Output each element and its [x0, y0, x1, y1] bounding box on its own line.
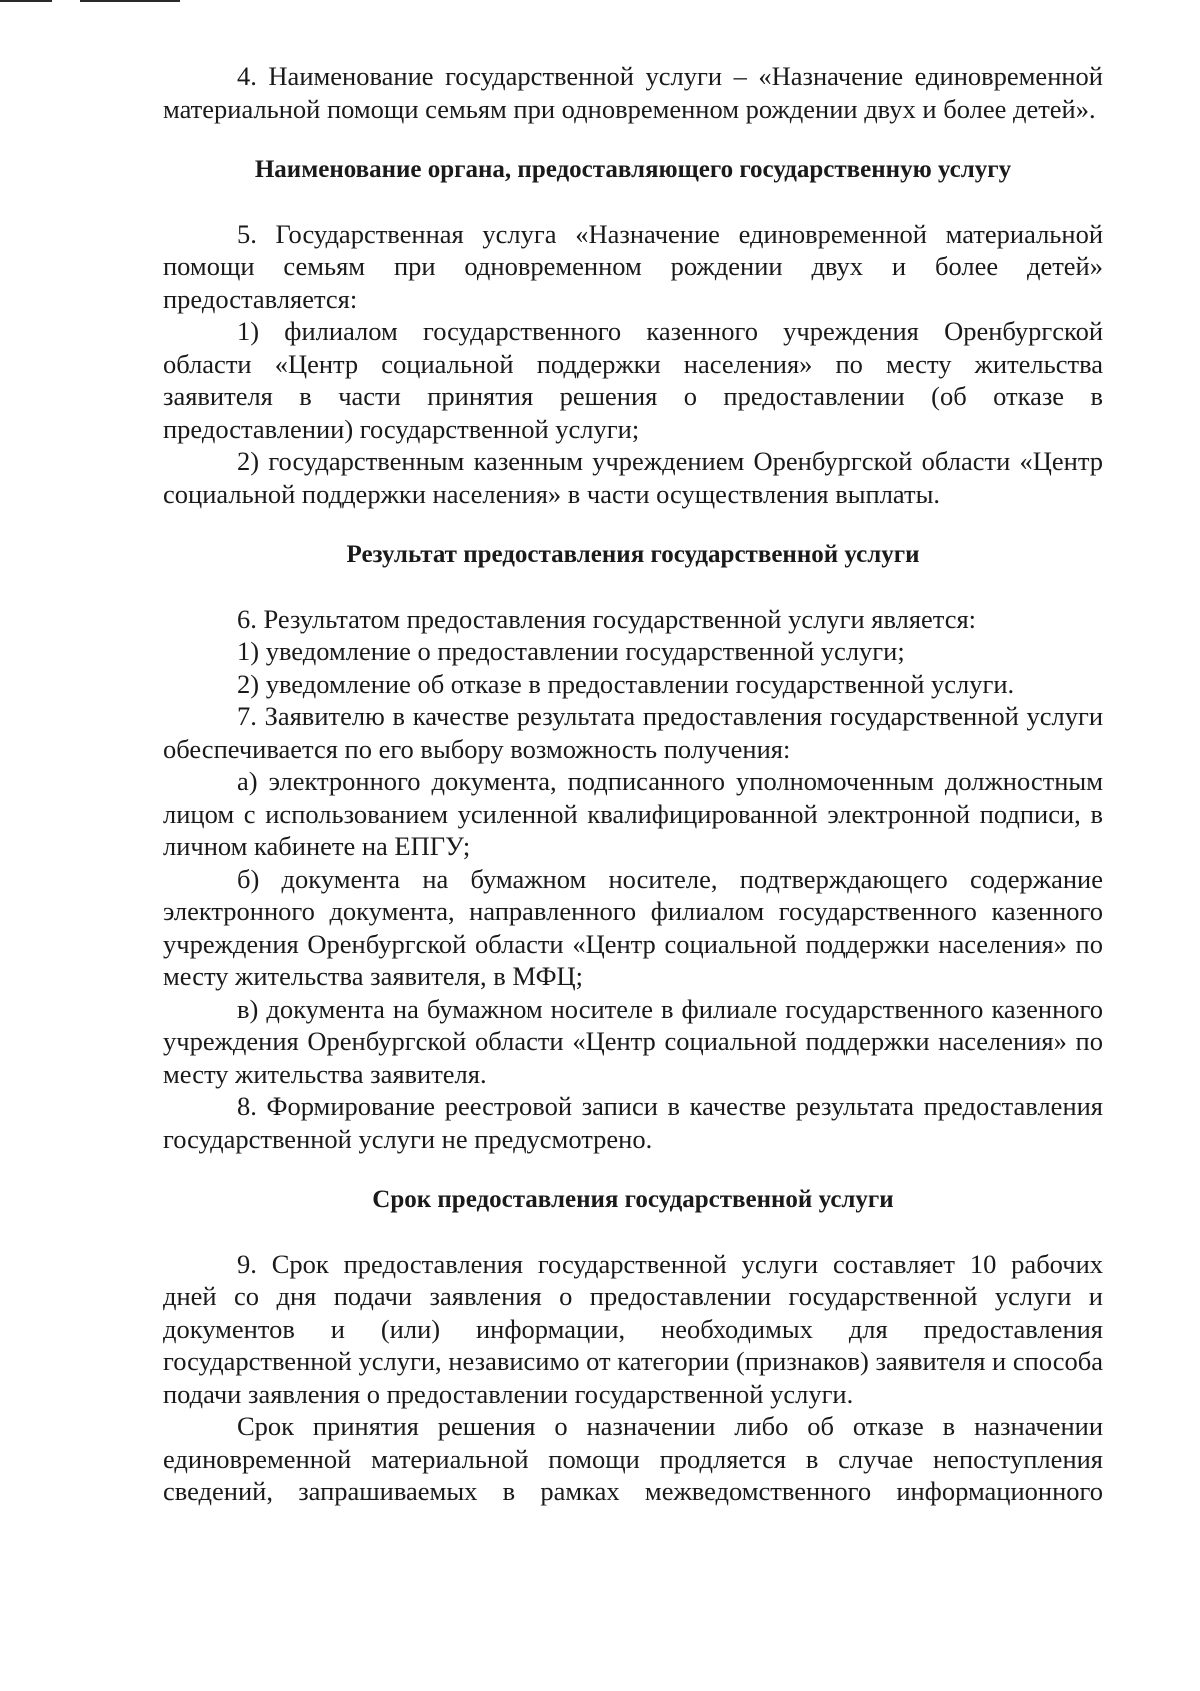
paragraph-item-5: 5. Государственная услуга «Назначение единовременной материальной помощи семьям при одновременном рождении двух и более детей» предоставляется:: [163, 218, 1103, 314]
section-term: [163, 1184, 1103, 1508]
section-heading: Наименование органа, предоставляющего государственную услугу: [254, 156, 1012, 183]
paragraph-subitem-2: 2) государственным казенным учреждением Оренбургской области «Центр социальной поддержки населения» в части осуществления выплаты.: [163, 446, 1103, 509]
section-service-name: [163, 60, 1103, 125]
paragraph-item-4: 4. Наименование государственной услуги – «Назначение единовременной материальной помощи семьям при одновременном рождении двух и более детей».: [163, 61, 1103, 124]
section-heading: Срок предоставления государственной услуги: [372, 1186, 894, 1213]
section-providing-body: [163, 154, 1103, 510]
paragraph-item-6: 6. Результатом предоставления государственной услуги является:: [237, 603, 977, 634]
scan-edge-mark: [80, 0, 180, 2]
paragraph-subitem-a: а) электронного документа, подписанного уполномоченным должностным лицом с использованием усиленной квалифицированной электронной подписи, в личном кабинете на ЕПГУ;: [163, 766, 1103, 861]
paragraph-subitem-2: 2) уведомление об отказе в предоставлении государственной услуги.: [237, 668, 1015, 699]
paragraph-item-8: 8. Формирование реестровой записи в качестве результата предоставления государственной услуги не предусмотрено.: [163, 1091, 1103, 1154]
section-result: [163, 539, 1103, 1155]
paragraph-subitem-1: 1) уведомление о предоставлении государственной услуги;: [237, 636, 905, 666]
paragraph-item-7: 7. Заявителю в качестве результата предоставления государственной услуги обеспечивается по его выбору возможность получения:: [163, 701, 1103, 764]
paragraph-subitem-1: 1) филиалом государственного казенного учреждения Оренбургской области «Центр социальной поддержки населения» по месту жительства заявителя в части принятия решения о предоставлении (об отказе в предоставлении) государственной услуги;: [163, 316, 1103, 444]
paragraph-subitem-v: в) документа на бумажном носителе в филиале государственного казенного учреждения Оренбургской области «Центр социальной поддержки населения» по месту жительства заявителя.: [163, 993, 1103, 1089]
section-heading: Результат предоставления государственной услуги: [346, 541, 920, 568]
paragraph-subitem-b: б) документа на бумажном носителе, подтверждающего содержание электронного документа, направленного филиалом государственного казенного учреждения Оренбургской области «Центр социальной поддержки населения» по месту жительства заявителя, в МФЦ;: [163, 863, 1103, 991]
document-page: [163, 60, 1103, 1508]
scan-edge-mark: [0, 0, 52, 2]
paragraph-term-decision: Срок принятия решения о назначении либо об отказе в назначении единовременной материальной помощи продляется в случае непоступления сведений, запрашиваемых в рамках межведомственного информационного: [163, 1411, 1103, 1506]
paragraph-item-9: 9. Срок предоставления государственной услуги составляет 10 рабочих дней со дня подачи заявления о предоставлении государственной услуги и документов и (или) информации, необходимых для предоставления государственной услуги, независимо от категории (признаков) заявителя и способа подачи заявления о предоставлении государственной услуги.: [163, 1248, 1103, 1409]
